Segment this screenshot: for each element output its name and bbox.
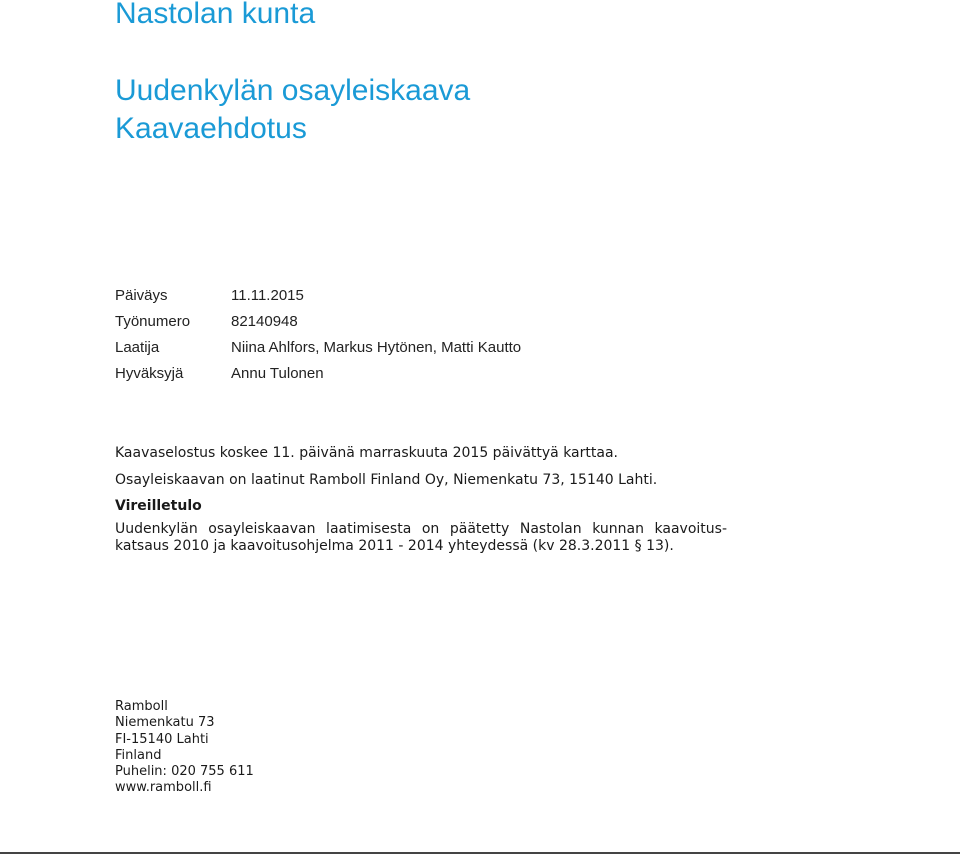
meta-row-work-number — [115, 311, 521, 337]
meta-value-authors: Niina Ahlfors, Markus Hytönen, Matti Kautto — [231, 339, 522, 356]
meta-value-date: 11.11.2015 — [231, 287, 304, 304]
document-metadata — [115, 285, 521, 389]
address-country: Finland — [115, 747, 162, 763]
meta-label: Päiväys — [115, 287, 168, 304]
section-text: Uudenkylän osayleiskaavan laatimisesta on päätetty Nastolan kunnan kaavoitus-katsaus 2010 ja kaavoitusohjelma 2011 - 2014 yhteydessä (kv 28.3.2011 § 13). — [115, 521, 727, 554]
address-postal: FI-15140 Lahti — [115, 731, 209, 747]
address-company: Ramboll — [115, 699, 168, 714]
municipality-title: Nastolan kunta — [115, 0, 316, 30]
meta-value-work-number: 82140948 — [231, 313, 298, 330]
meta-row-authors — [115, 337, 521, 363]
company-address — [115, 699, 254, 797]
section-heading: Vireilletulo — [115, 498, 202, 514]
description-paragraph: Kaavaselostus koskee 11. päivänä marraskuuta 2015 päivättyä karttaa. — [115, 445, 618, 461]
plan-title: Uudenkylän osayleiskaava — [115, 74, 471, 107]
meta-row-approver — [115, 363, 521, 389]
meta-row-date — [115, 285, 521, 311]
plan-subtitle: Kaavaehdotus — [115, 112, 307, 145]
meta-value-approver: Annu Tulonen — [231, 365, 324, 382]
meta-label: Laatija — [115, 339, 160, 356]
address-street: Niemenkatu 73 — [115, 715, 215, 731]
footer-divider — [0, 852, 960, 854]
address-phone: Puhelin: 020 755 611 — [115, 764, 254, 780]
website-link[interactable]: www.ramboll.fi — [115, 780, 212, 796]
author-paragraph: Osayleiskaavan on laatinut Ramboll Finland Oy, Niemenkatu 73, 15140 Lahti. — [115, 472, 658, 488]
meta-label: Hyväksyjä — [115, 365, 184, 382]
meta-label: Työnumero — [115, 313, 191, 330]
